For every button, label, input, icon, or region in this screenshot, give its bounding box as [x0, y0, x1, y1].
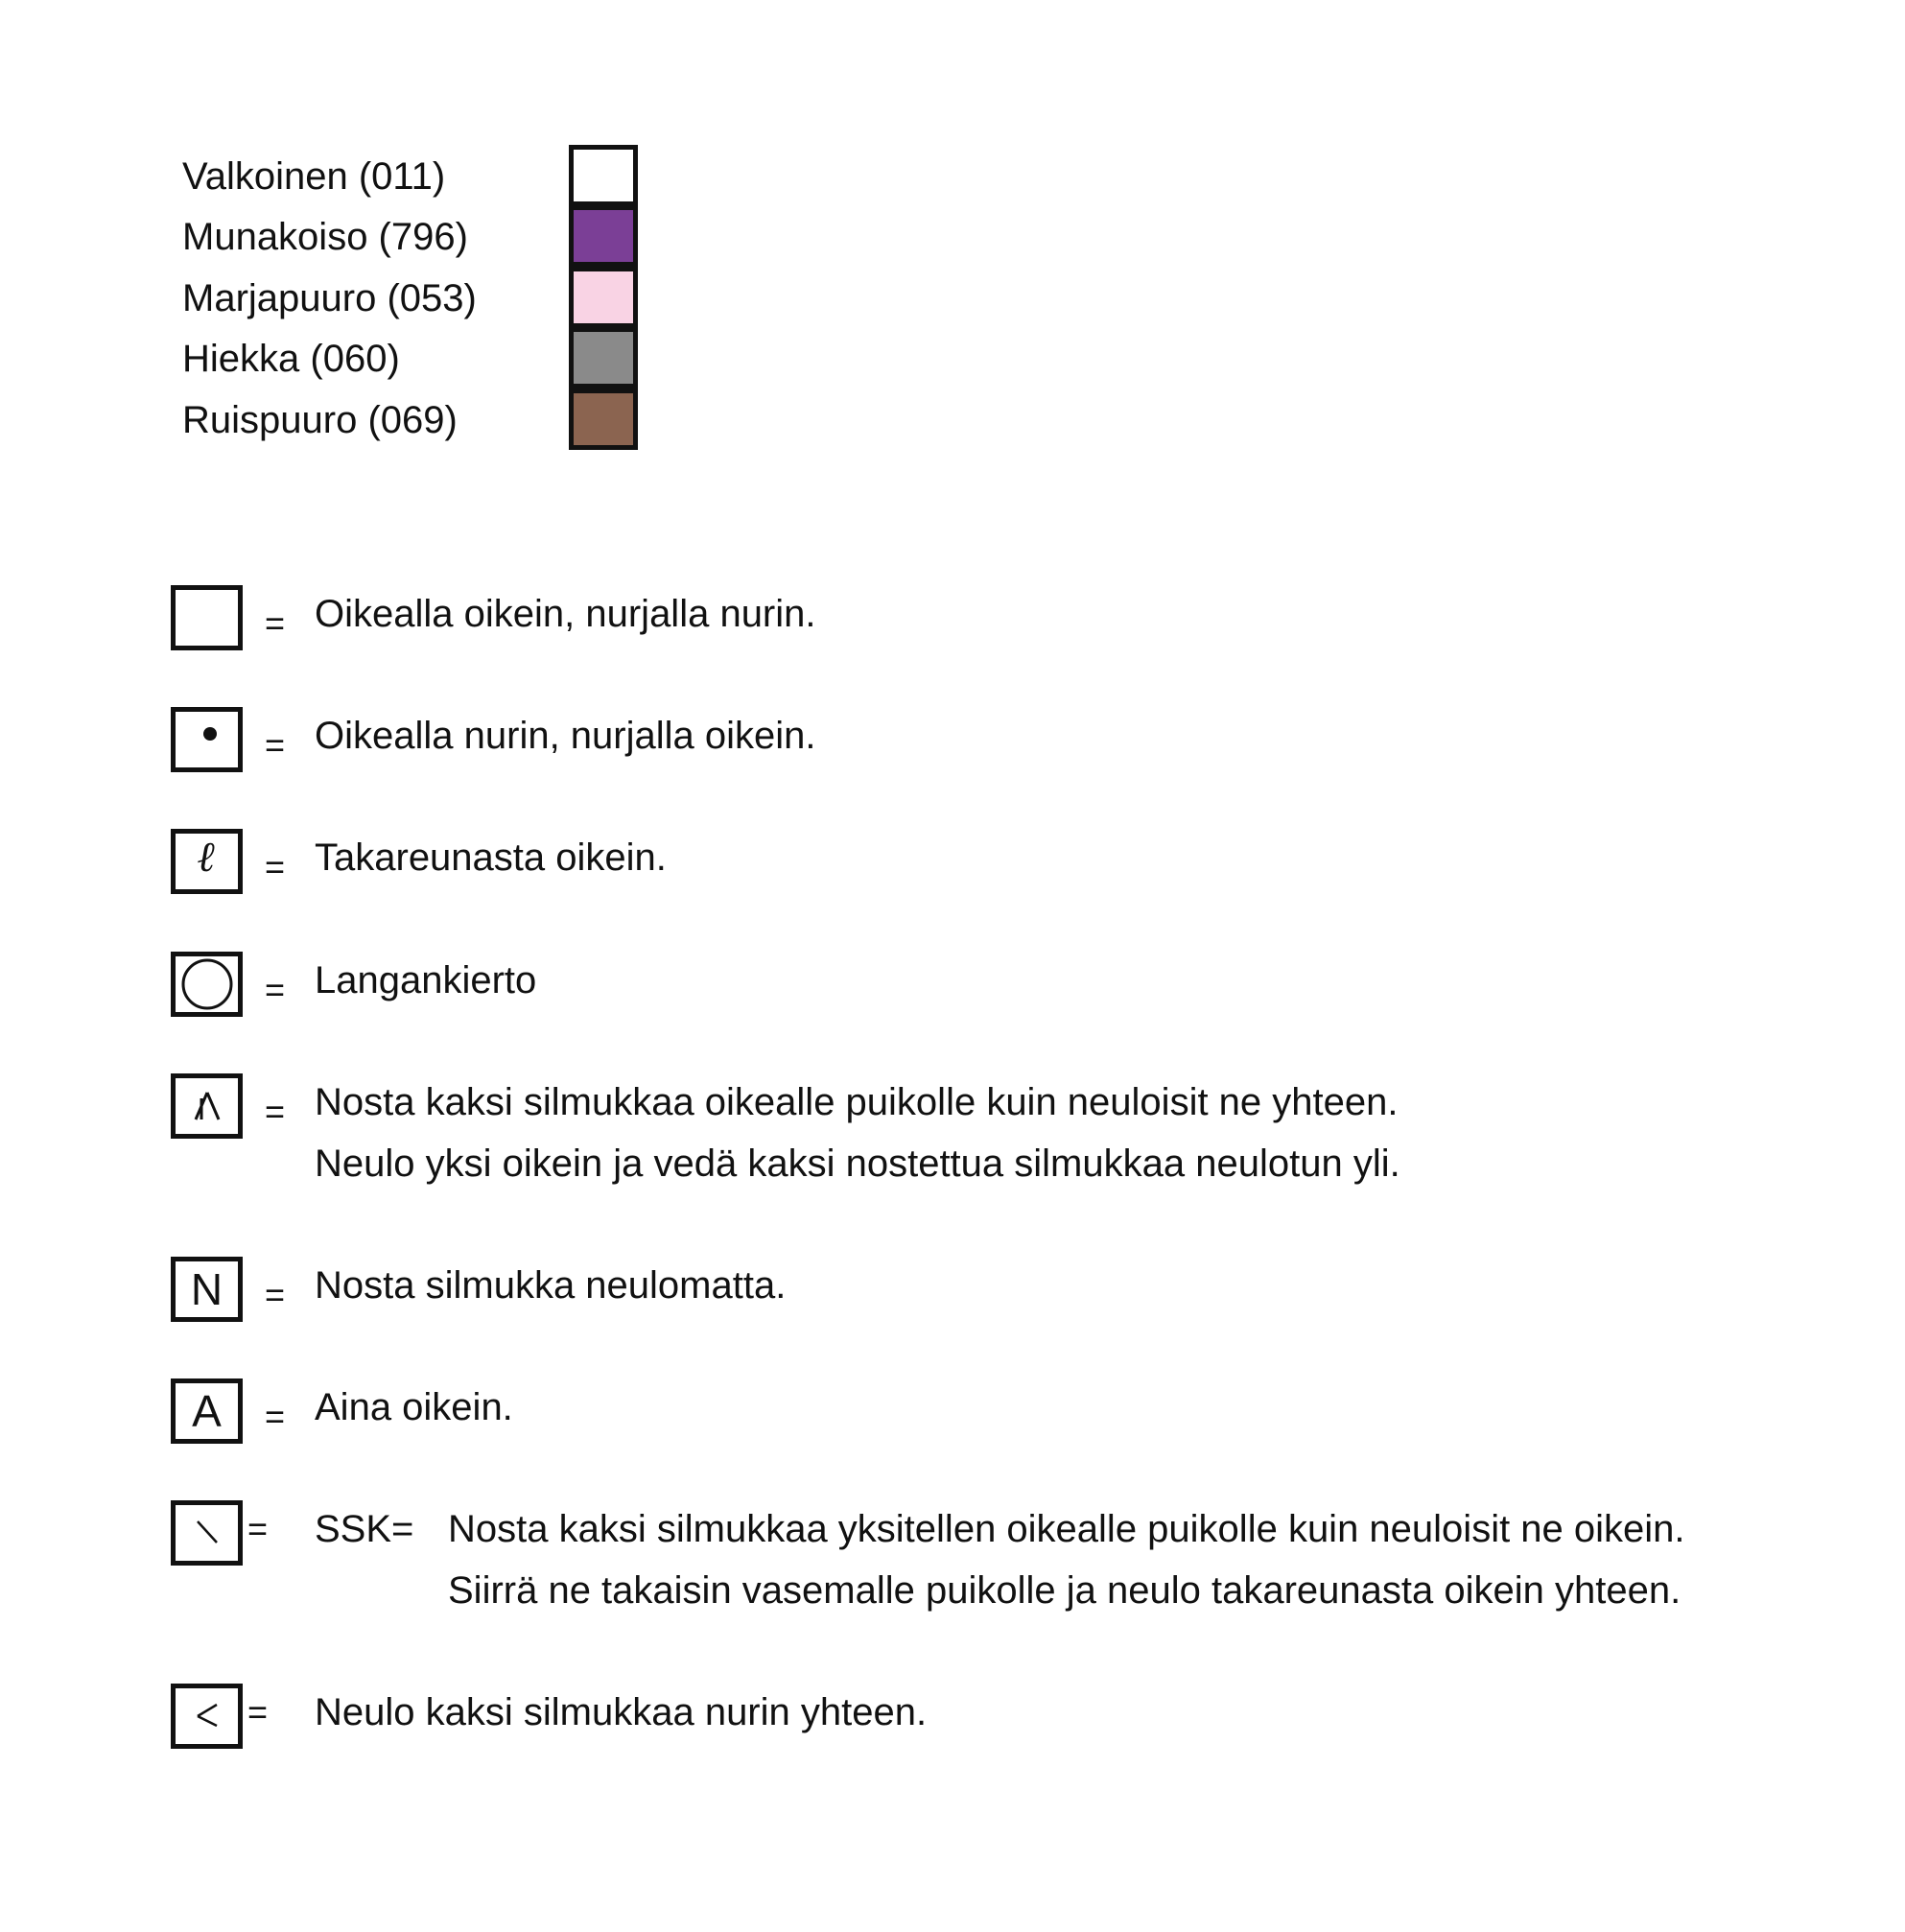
equals-sign: = — [265, 1397, 286, 1436]
equals-sign: = — [265, 1275, 286, 1314]
ssk-label: SSK= — [315, 1508, 414, 1550]
color-legend — [0, 0, 767, 480]
double-decrease-icon — [171, 1073, 243, 1139]
dot-icon — [171, 707, 243, 772]
symbol-description-line-2: Neulo yksi oikein ja vedä kaksi nostettua silmukkaa neulotun yli. — [315, 1143, 1400, 1185]
equals-sign: = — [265, 1092, 286, 1131]
left-slant-icon — [171, 1500, 243, 1566]
symbol-description: Langankierto — [315, 959, 537, 1001]
script-l-icon: ℓ — [171, 829, 243, 894]
symbol-description-line-1: Nosta kaksi silmukkaa yksitellen oikealle puikolle kuin neuloisit ne oikein. — [448, 1508, 1685, 1550]
letter-a-icon: A — [171, 1378, 243, 1444]
color-label-ruispuuro: Ruispuuro (069) — [182, 399, 458, 441]
color-label-marjapuuro: Marjapuuro (053) — [182, 277, 477, 319]
equals-sign: = — [247, 1692, 269, 1732]
color-label-hiekka: Hiekka (060) — [182, 338, 400, 380]
symbol-description-line-1: Nosta kaksi silmukkaa oikealle puikolle kuin neuloisit ne yhteen. — [315, 1081, 1399, 1123]
color-label-valkoinen: Valkoinen (011) — [182, 155, 446, 198]
empty-square-icon — [171, 585, 243, 650]
color-swatch-munakoiso — [569, 205, 638, 267]
color-swatch-marjapuuro — [569, 267, 638, 328]
symbol-description: Takareunasta oikein. — [315, 836, 667, 879]
color-label-munakoiso: Munakoiso (796) — [182, 216, 468, 258]
color-swatch-valkoinen — [569, 145, 638, 206]
purl-decrease-icon — [171, 1684, 243, 1749]
symbol-description: Oikealla oikein, nurjalla nurin. — [315, 593, 816, 635]
equals-sign: = — [265, 970, 286, 1009]
circle-icon — [171, 952, 243, 1017]
symbol-description: Neulo kaksi silmukkaa nurin yhteen. — [315, 1691, 928, 1733]
symbol-description: Oikealla nurin, nurjalla oikein. — [315, 715, 816, 757]
equals-sign: = — [265, 847, 286, 886]
color-swatch-ruispuuro — [569, 389, 638, 450]
letter-n-icon: N — [171, 1257, 243, 1322]
symbol-description: Aina oikein. — [315, 1386, 513, 1428]
color-swatch-hiekka — [569, 327, 638, 389]
equals-sign: = — [265, 603, 286, 643]
equals-sign: = — [265, 725, 286, 765]
equals-sign: = — [247, 1509, 269, 1548]
symbol-description: Nosta silmukka neulomatta. — [315, 1264, 787, 1307]
symbol-description-line-2: Siirrä ne takaisin vasemalle puikolle ja neulo takareunasta oikein yhteen. — [448, 1569, 1682, 1612]
